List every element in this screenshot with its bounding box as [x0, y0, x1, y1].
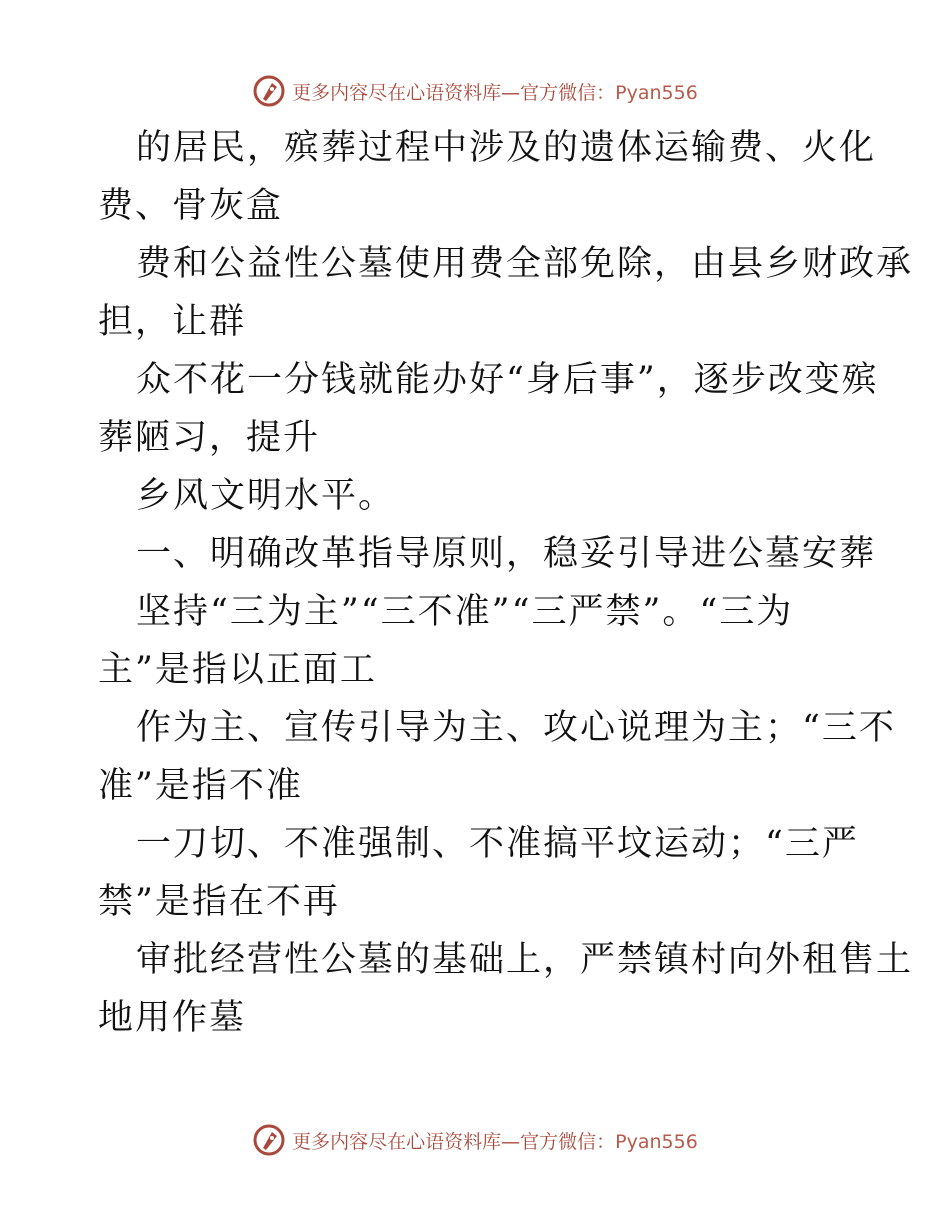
text-line: 坚持“三为主”“三不准”“三严禁”。“三为: [136, 592, 794, 632]
footer-watermark: [0, 1120, 950, 1160]
text-line: 葬陋习，提升: [98, 418, 321, 458]
text-line: 地用作墓: [98, 998, 247, 1038]
text-line: 费、骨灰盒: [98, 186, 284, 226]
text-line: 的居民，殡葬过程中涉及的遗体运输费、火化: [136, 128, 877, 168]
text-line: 准”是指不准: [98, 766, 303, 806]
text-line: 担，让群: [98, 302, 247, 342]
watermark-wechat-id: Pyan556: [615, 1130, 698, 1153]
text-line: 审批经营性公墓的基础上，严禁镇村向外租售土: [136, 940, 914, 980]
text-line: 众不花一分钱就能办好“身后事”，逐步改变殡: [136, 360, 879, 400]
text-line: 一、明确改革指导原则，稳妥引导进公墓安葬: [136, 534, 877, 574]
text-line: 主”是指以正面工: [98, 650, 377, 690]
text-line: 作为主、宣传引导为主、攻心说理为主；“三不: [136, 708, 896, 748]
header-watermark: [0, 71, 950, 111]
watermark-text: 更多内容尽在心语资料库—官方微信：Pyan556: [292, 1130, 698, 1153]
text-line: 一刀切、不准强制、不准搞平坟运动；“三严: [136, 824, 859, 864]
pen-nib-logo-icon: [252, 74, 286, 108]
text-line: 禁”是指在不再: [98, 882, 340, 922]
text-line: 费和公益性公墓使用费全部免除，由县乡财政承: [136, 244, 914, 284]
text-line: 乡风文明水平。: [136, 476, 396, 516]
watermark-text: 更多内容尽在心语资料库—官方微信：Pyan556: [292, 81, 698, 104]
pen-nib-logo-icon: [252, 1123, 286, 1157]
watermark-wechat-id: Pyan556: [615, 81, 698, 104]
document-body: [98, 119, 914, 1047]
